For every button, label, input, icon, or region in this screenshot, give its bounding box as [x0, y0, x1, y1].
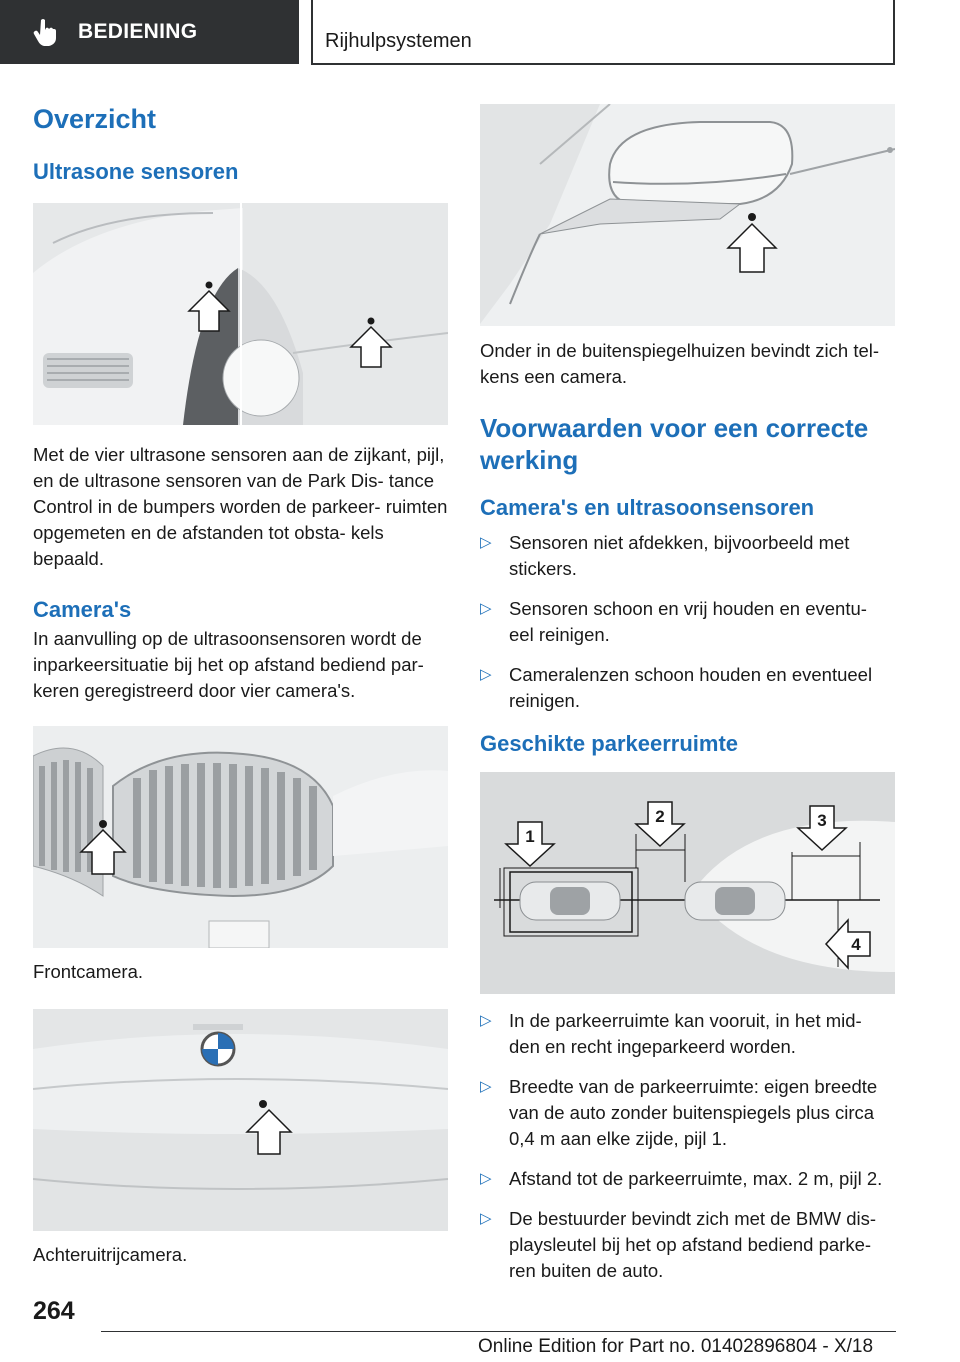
rear-camera-figure [33, 1009, 448, 1231]
left-column [33, 100, 448, 1268]
sensors-heading: Camera's en ultrasoonsensoren [480, 495, 815, 520]
header-divider [311, 0, 313, 64]
diagram-label-4: 4 [851, 935, 861, 954]
ultrasonic-heading: Ultrasone sensoren [33, 159, 239, 184]
list-item: ▷ In de parkeerruimte kan vooruit, in het mid- den en recht ingeparkeerd worden. [480, 1010, 862, 1057]
diagram-label-3: 3 [817, 811, 827, 830]
ultrasonic-sensor-figure [33, 203, 448, 425]
bullet-triangle-icon: ▷ [480, 600, 492, 617]
list-item: ▷ Afstand tot de parkeerruimte, max. 2 m, pijl 2. [480, 1166, 896, 1192]
list-item: ▷ Cameralenzen schoon houden en eventueel reinigen. [480, 664, 873, 711]
list-item: ▷ De bestuurder bevindt zich met de BMW dis- playsleutel bij het op afstand bediend parke- ren buiten de auto. [480, 1208, 877, 1281]
footer-rule [101, 1331, 896, 1332]
section-label: BEDIENING [78, 20, 198, 43]
cameras-text: In aanvulling op de ultrasoonsensoren wordt de inparkeersituatie bij het op afstand bediend par- keren geregistreerd door vier camera's. [33, 628, 424, 701]
parking-space-list [480, 1008, 896, 1284]
page-title: Overzicht [33, 104, 157, 134]
bullet-triangle-icon: ▷ [480, 534, 492, 551]
list-item: ▷ Sensoren niet afdekken, bijvoorbeeld met stickers. [480, 532, 850, 579]
cameras-heading: Camera's [33, 597, 132, 622]
header-underline [311, 63, 895, 65]
page-number: 264 [33, 1297, 75, 1325]
section-tab [0, 0, 299, 64]
edition-footer: Online Edition for Part no. 01402896804 - X/18 [478, 1336, 874, 1357]
diagram-label-2: 2 [655, 807, 665, 826]
front-camera-caption: Frontcamera. [33, 961, 144, 982]
diagram-label-1: 1 [525, 827, 535, 846]
header-right-edge [893, 0, 895, 64]
conditions-title: Voorwaarden voor een correcte werking [480, 413, 869, 475]
parking-space-heading: Geschikte parkeerruimte [480, 731, 739, 756]
parking-space-diagram [480, 772, 895, 994]
bullet-triangle-icon: ▷ [480, 1012, 492, 1029]
chapter-title: Rijhulpsystemen [325, 30, 472, 52]
bullet-triangle-icon: ▷ [480, 1210, 492, 1227]
right-column [480, 104, 896, 1298]
sensors-list [480, 530, 896, 714]
rear-camera-caption: Achteruitrijcamera. [33, 1244, 188, 1265]
bullet-triangle-icon: ▷ [480, 1170, 492, 1187]
bullet-triangle-icon: ▷ [480, 666, 492, 683]
ultrasonic-text: Met de vier ultrasone sensoren aan de zijkant, pijl, en de ultrasone sensoren van de Park Dis- tance Control in de bumpers worden de parkeer- ruimten opgemeten en de afstanden tot obsta- kels bepaald. [33, 444, 448, 569]
list-item: ▷ Sensoren schoon en vrij houden en eventu- eel reinigen. [480, 598, 867, 645]
list-item: ▷ Breedte van de parkeerruimte: eigen breedte van de auto zonder buitenspiegels plus circa 0,4 m aan elke zijde, pijl 1. [480, 1076, 878, 1149]
mirror-camera-figure [480, 104, 895, 326]
mirror-camera-text: Onder in de buitenspiegelhuizen bevindt zich tel- kens een camera. [480, 340, 880, 387]
bullet-triangle-icon: ▷ [480, 1078, 492, 1095]
hand-pointer-icon [26, 12, 66, 52]
front-camera-figure [33, 726, 448, 948]
